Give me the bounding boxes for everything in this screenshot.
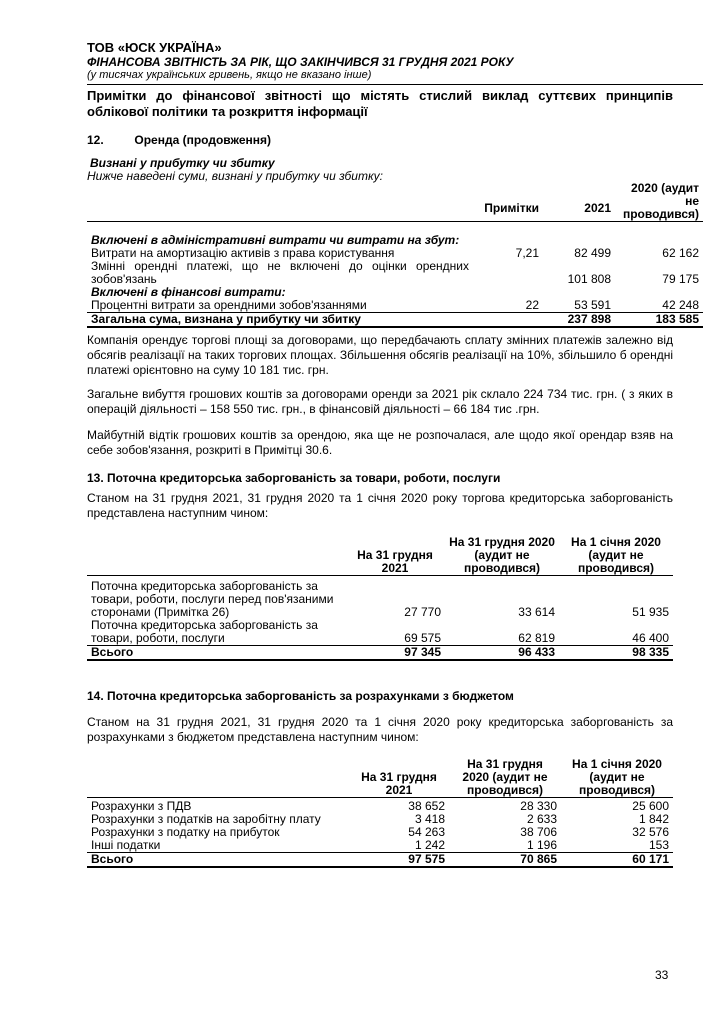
table-row: Інші податки 1 242 1 196 153 [91, 838, 669, 852]
pl-table [87, 182, 703, 328]
table-row: Поточна кредиторська заборгованість за товари, роботи, послуги 69 575 62 819 46 400 [91, 618, 669, 645]
col-dec-2020: На 31 грудня 2020 (аудит не проводився) [449, 535, 555, 575]
pl-table-header [87, 182, 703, 222]
lease-future-paragraph: Майбутній відтік грошових коштів за орендою, яка ще не розпочалася, але щодо якої орендар взяв на себе зобов'язання, розкриті в Примітці 30.6. [87, 428, 673, 457]
table-row: Витрати на амортизацію активів з права користування 7,21 82 499 62 162 [91, 246, 699, 260]
page-number: 33 [655, 968, 669, 982]
pl-group-admin: Включені в адміністративні витрати чи витрати на збут: [91, 233, 460, 247]
trade-payables-total-row: Всього 97 345 96 433 98 335 [87, 646, 673, 661]
section-13-heading: 13. Поточна кредиторська заборгованість за товари, роботи, послуги [87, 471, 501, 485]
trade-payables-header [87, 536, 673, 576]
section-13-intro: Станом на 31 грудня 2021, 31 грудня 2020 та 1 січня 2020 року торгова кредиторська заборгованість представлена наступним чином: [87, 491, 673, 520]
budget-payables-header [87, 758, 673, 798]
section-14-intro: Станом на 31 грудня 2021, 31 грудня 2020 та 1 січня 2020 року кредиторська заборгованість за розрахунками з бюджетом представлена наступним чином: [87, 715, 673, 744]
pl-group-finance: Включені в фінансові витрати: [91, 285, 286, 299]
company-name: ТОВ «ЮСК УКРАЇНА» [87, 40, 222, 55]
report-header [87, 40, 703, 85]
lease-variable-paragraph: Компанія орендує торгові площі за договорами, що передбачають сплату змінних платежів залежно від обсягів реалізації на таких торгових площах. Збільшення обсягів реалізації на 10%, збільшило б орендні платежі орієнтовно на суму 10 181 тис. грн. [87, 333, 673, 377]
section-12-subheading: Визнані у прибутку чи збитку [90, 156, 275, 170]
table-row: Процентні витрати за орендними зобов'язаннями 22 53 591 42 248 [91, 298, 699, 312]
table-row: Змінні орендні платежі, що не включені до оцінки орендних зобов'язань 101 808 79 175 [91, 259, 699, 286]
section-14-heading: 14. Поточна кредиторська заборгованість за розрахунками з бюджетом [87, 689, 514, 703]
table-row: Розрахунки з податків на заробітну плату 3 418 2 633 1 842 [91, 812, 669, 826]
table-row: Розрахунки з ПДВ 38 652 28 330 25 600 [91, 799, 669, 813]
report-title: ФІНАНСОВА ЗВІТНІСТЬ ЗА РІК, ЩО ЗАКІНЧИВСЯ 31 ГРУДНЯ 2021 РОКУ [87, 55, 514, 69]
section-12-intro: Нижче наведені суми, визнані у прибутку чи збитку: [87, 169, 383, 183]
col-dec-2020: На 31 грудня 2020 (аудит не проводився) [462, 757, 548, 797]
col-2020: 2020 (аудит не проводився) [622, 181, 699, 221]
section-12-title: Оренда (продовження) [134, 133, 272, 147]
lease-cash-outflow-paragraph: Загальне вибуття грошових коштів за договорами оренди за 2021 рік склало 224 734 тис. грн. ( з яких в операцій діяльності – 158 550 тис. грн., в фінансовій діяльності – 66 184 тис .грн. [87, 387, 673, 416]
report-subtitle: (у тисячах українських гривень, якщо не вказано інше) [87, 69, 372, 81]
section-12-number: 12. [87, 133, 104, 147]
col-notes: Примітки [484, 201, 539, 215]
col-jan-2020: На 1 січня 2020 (аудит не проводився) [571, 535, 661, 575]
col-jan-2020: На 1 січня 2020 (аудит не проводився) [572, 757, 662, 797]
trade-payables-table [87, 536, 673, 661]
col-dec-2021: На 31 грудня 2021 [361, 770, 437, 797]
budget-payables-table [87, 758, 673, 868]
budget-payables-total-row: Всього 97 575 70 865 60 171 [87, 853, 673, 868]
table-row: Поточна кредиторська заборгованість за товари, роботи, послуги перед пов'язаними сторонами (Примітка 26) 27 770 33 614 51 935 [91, 579, 669, 619]
col-2021: 2021 [584, 201, 611, 215]
pl-total-row: Загальна сума, визнана у прибутку чи збитку 237 898 183 585 [87, 313, 703, 328]
notes-title: Примітки до фінансової звітності що містять стислий виклад суттєвих принципів облікової політики та розкриття інформації [87, 88, 673, 119]
section-12-heading [87, 133, 271, 147]
table-row: Розрахунки з податку на прибуток 54 263 38 706 32 576 [91, 825, 669, 839]
col-dec-2021: На 31 грудня 2021 [357, 548, 433, 575]
